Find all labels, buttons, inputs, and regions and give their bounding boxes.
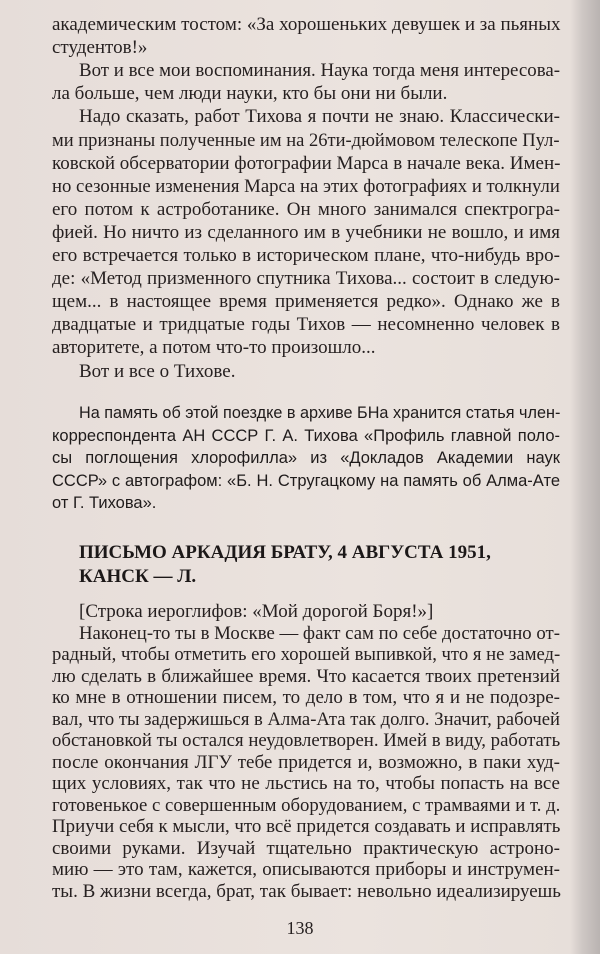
note-line: сы поглощения хлорофилла» из «Докладов Академии наук <box>52 449 560 467</box>
letter-line: щих условиях, так что не льстись на то, чтобы попасть на все <box>52 773 560 794</box>
letter-line: вал, что ты задержишься в Алма-Ата так долго. Значит, рабочей <box>52 708 560 730</box>
top-line: двадцатые и тридцатые годы Тихов — несомненно человек в <box>52 314 560 336</box>
top-line: Вот и все о Тихове. <box>79 360 236 382</box>
note-line: от Г. Тихова». <box>52 494 157 512</box>
letter-line: своими руками. Изучай тщательно практическую астроно- <box>52 837 560 859</box>
page-number: 138 <box>286 918 314 938</box>
top-line: но сезонные изменения Марса на этих фотографиях и толкнули <box>52 175 560 197</box>
top-line: де: «Метод призменного спутника Тихова... состоит в следую- <box>52 268 560 290</box>
letter-line: обстановкой ты остался неудовлетворен. Имей в виду, работать <box>52 730 561 751</box>
letter-line: мию — это там, кажется, описываются приборы и инструмен- <box>52 859 560 880</box>
top-line: ковской обсерватории фотографии Марса в начале века. Имен- <box>52 152 561 174</box>
top-line: академическим тостом: «За хорошеньких девушек и за пьяных <box>52 14 561 35</box>
top-line: фией. Но ничто из сделанного им в учебники не вошло, и имя <box>52 221 560 243</box>
note-line: СССР» с автографом: «Б. Н. Стругацкому на память об Алма-Ате <box>52 471 560 490</box>
top-line: Вот и все мои воспоминания. Наука тогда меня интересова- <box>79 60 561 82</box>
letter-line: Наконец-то ты в Москве — факт сам по себе достаточно от- <box>79 622 560 644</box>
letter-line: ко мне в отношении писем, то дело в том, что я и не подозре- <box>52 687 560 708</box>
letter-line: [Строка иероглифов: «Мой дорогой Боря!»] <box>79 601 434 622</box>
note-line: На память об этой поездке в архиве БНа хранится статья член- <box>79 404 561 422</box>
letter-line: после окончания ЛГУ тебе придется и, возможно, в паки худ- <box>52 751 560 773</box>
top-line: авторитете, а потом что-то произошло... <box>52 337 376 359</box>
heading-line: КАНСК — Л. <box>79 566 197 587</box>
top-line: студентов!» <box>52 37 148 59</box>
letter-line: готовенькое с совершенным оборудованием, с трамваями и т. д. <box>52 794 561 816</box>
letter-line: Приучи себя к мысли, что всё придется создавать и исправлять <box>52 816 561 837</box>
letter-line: ты. В жизни всегда, брат, так бывает: невольно идеализируешь <box>52 880 561 902</box>
top-line: ми признаны полученные им на 26ти-дюймовом телескопе Пул- <box>52 129 560 151</box>
note-line: корреспондента АН СССР Г. А. Тихова «Профиль главной поло- <box>52 426 560 445</box>
top-line: его потом к астроботанике. Он много занимался спектрогра- <box>52 198 560 220</box>
letter-line: лю сделать в ближайшее время. Что касается твоих претензий <box>52 665 560 687</box>
top-line: его встречается только в историческом плане, что-нибудь вро- <box>52 245 560 266</box>
heading-line: ПИСЬМО АРКАДИЯ БРАТУ, 4 АВГУСТА 1951, <box>79 542 491 563</box>
top-line: щем... в настоящее время применяется редко». Однако же в <box>52 291 560 313</box>
top-line: ла больше, чем люди науки, кто бы они ни были. <box>52 83 448 105</box>
letter-line: радный, чтобы отметить его хорошей выпивкой, что я не замед- <box>52 644 561 665</box>
top-line: Надо сказать, работ Тихова я почти не знаю. Классически- <box>79 106 560 128</box>
